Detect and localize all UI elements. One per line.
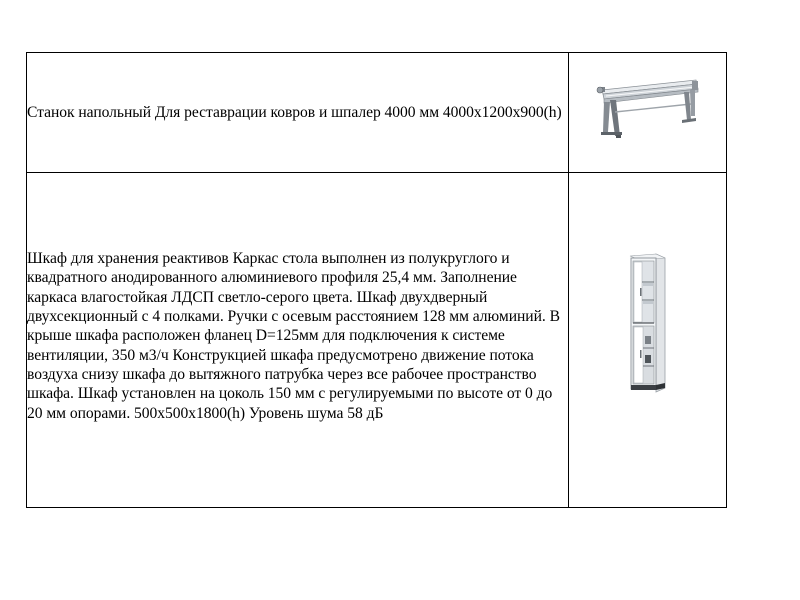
product-image-cell	[569, 173, 727, 508]
product-description-cell	[27, 53, 569, 173]
table-row	[27, 53, 727, 173]
reagent-cabinet-icon	[628, 252, 668, 394]
floor-restoration-frame-icon	[596, 78, 700, 144]
product-description-cell	[27, 173, 569, 508]
product-description: Шкаф для хранения реактивов Каркас стола выполнен из полукруглого и квадратного анодированного алюминиевого профиля 25,4 мм. Заполнение каркаса влагостойкая ЛДСП светло-серого цвета. Шкаф двухдверный двухсекционный с 4 полками. Ручки с осевым расстоянием 128 мм алюминий. В крыше шкафа расположен фланец D=125мм для подключения к системе вентиляции, 350 м3/ч Конструкцией шкафа предусмотрено движение потока воздуха снизу шкафа до вытяжного патрубка через все рабочее пространство шкафа. Шкаф установлен на цоколь 150 мм с регулируемыми по высоте от 0 до 20 мм опорами. 500х500х1800(h) Уровень шума 58 дБ	[27, 250, 560, 422]
product-table	[26, 52, 727, 508]
product-image-cell	[569, 53, 727, 173]
product-description: Станок напольный Для реставрации ковров и шпалер 4000 мм 4000х1200х900(h)	[27, 103, 562, 121]
table-row	[27, 173, 727, 508]
